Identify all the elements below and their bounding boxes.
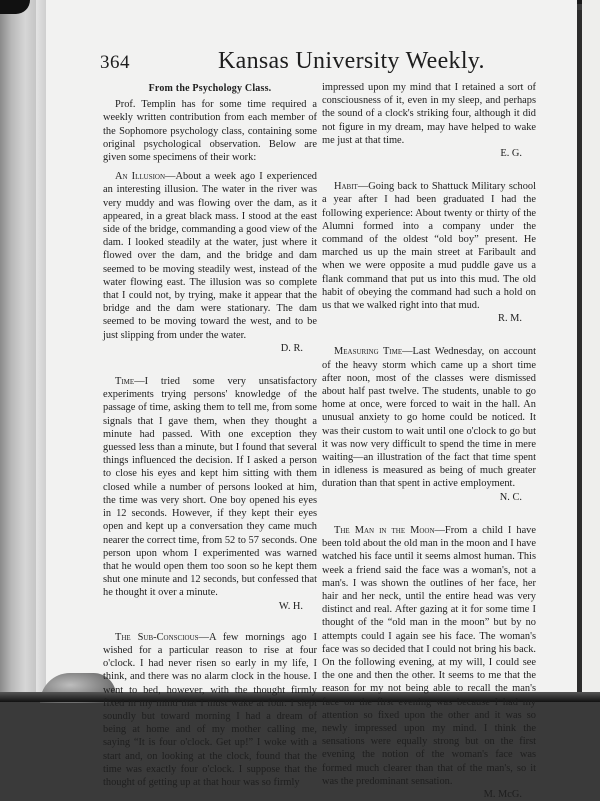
article-time: [103, 375, 317, 599]
signature: E. G.: [500, 148, 522, 160]
journal-title: Kansas University Weekly.: [218, 48, 485, 74]
signature: M. McG.: [483, 788, 522, 800]
article-subconscious: [103, 631, 317, 789]
intro-paragraph: Prof. Templin has for some time required a weekly written contribution from each member of the Sophomore psychology class, containing some original psychological observation. Below are given some specimens of their work:: [103, 99, 317, 164]
signature: N. C.: [499, 491, 522, 503]
article-title: Measuring Time: [334, 346, 403, 358]
signature: D. R.: [280, 342, 303, 354]
article-habit: [322, 180, 536, 312]
signature: R. M.: [498, 313, 522, 325]
article-man-in-the-moon: [322, 524, 536, 788]
article-body: —A few mornings ago I wished for a particular reason to rise at four o'clock. I had never risen so early in my life, I think, and there was no alarm clock in the house. I went to bed, however, with the thought firmly fixed in my mind that I must wake at four. I slept soundly but toward morning I had a dream of being at home and of my mother calling me, saying “It is four o'clock. Get up!” I woke with a start and, on looking at the clock, found that the time was exactly four o'clock. I suppose that the thought of getting up at that hour was so firmly: [103, 631, 317, 788]
article-body: —I tried some very unsatisfactory experiments trying persons' knowledge of the passage of time, asking them to tell me, from some signals that I gave them, when they thought a minute had passed. With one exception they guessed less than a minute, but I found that several things influenced the decision. If I asked a person to close his eyes and kept him sitting with them closed while a number of persons looked at him, the time was very short. One boy opened his eyes in 12 seconds. However, if they kept their eyes open and kept up a conversation they came much nearer the correct time, from 52 to 57 seconds. One person upon whom I experimented was warned that he would open them too soon so he kept them shut one minute and 12 seconds, but confessed that he thought it over a minute.: [103, 376, 317, 599]
page-number: 364: [100, 52, 130, 73]
left-column: [103, 80, 317, 789]
article-title: The Sub-Conscious: [115, 631, 199, 643]
article-body: —Last Wednesday, on account of the heavy storm which came up a short time after noon, most of the classes were dismissed about half past twelve. The students, unable to go home at once, were forced to wait in the hall. An unusual anxiety to go home could be noticed. It was their custom to wait until one o'clock to go but it was now very difficult to spend the time in mere waiting—an illustration of the fact that time spent in idleness is measured as being of much greater duration than that spent in active employment.: [322, 346, 536, 490]
article-body: —About a week ago I experienced an interesting illusion. The water in the river was very muddy and was flowing over the dam, as it appeared, in a great black mass. I stood at the east side of the bridge, commanding a good view of the dam. I looked steadily at the water, just where it flowed over the dam, and the bridge and dam seemed to be moving steadily west, instead of the water flowing east. The illusion was so complete that I could not, by trying, make it appear that the bridge and the dam were stationary. The dam seemed to be moving toward the west, and to be just slipping from under the water.: [103, 171, 317, 341]
article-title: An Illusion: [115, 171, 166, 183]
article-title: Time: [115, 376, 135, 388]
article-subconscious-continued: impressed upon my mind that I retained a sort of consciousness of it, even in my sleep, and perhaps the sound of a clock's striking four, although it did not figure in my dream, may have helped to wake me just at that time.: [322, 82, 536, 146]
article-body: —From a child I have been told about the old man in the moon and I have watched his face until it seems almost human. This week a friend said the face was a woman's, not a man's. I was shown the outlines of her face, her hair and her neck, until the entire head was very distinct and real. After gazing at it for some time I thought of the “old man in the moon” but by no attempts could I again see his face. The woman's face was so decided that I could not bring his back. On the following evening, at my will, I could see the one and then the other. It seems to me that the reason for my not being able to recall the man's face on the first evening was because I had my attention so fixed upon the other and it was so newly impressed upon my mind. I think the sensations were equally strong but on the first evening the notion of the woman's face was formed much clearer than that of the man's, so it was the predominant sensation.: [322, 524, 536, 787]
facing-page-edge: [582, 0, 600, 702]
article-title: The Man in the Moon: [334, 524, 435, 536]
article-illusion: [103, 170, 317, 342]
article-measuring-time: [322, 345, 536, 490]
signature: W. H.: [278, 600, 303, 612]
right-column: [322, 81, 536, 801]
article-title: Habit: [334, 181, 358, 193]
page-stack-edge: [36, 0, 46, 702]
article-body: —Going back to Shattuck Military school a year after I had been graduated I had the following experience: About twenty or thirty of the Alumni formed into a company under the command of the oldest “old boy” present. He marched us up the main street at Faribault and when we were opposite a mud puddle gave us a flank command that put us into this mud. The old habit of obeying the command had such a hold on us that we walked right into that mud.: [322, 181, 536, 312]
section-heading: From the Psychology Class.: [148, 83, 272, 94]
